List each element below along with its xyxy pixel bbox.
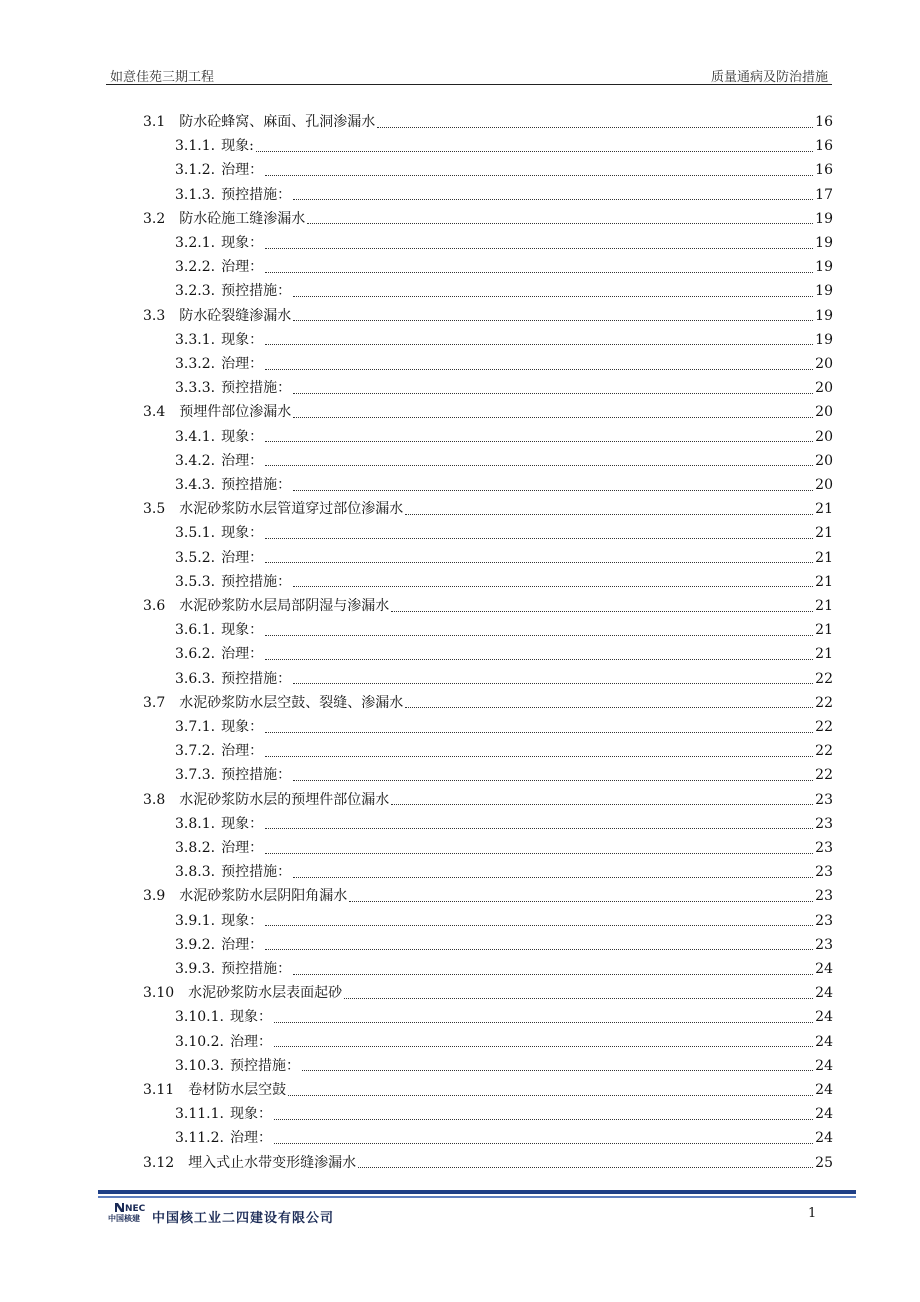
toc-dot-leader (265, 925, 813, 926)
toc-entry-title: 治理： (229, 1130, 272, 1147)
toc-entry-number: 3.1 (143, 114, 166, 130)
toc-entry-title: 现象： (221, 622, 264, 639)
toc-page-number: 24 (815, 1033, 833, 1050)
toc-entry-number: 3.2.2. (175, 259, 216, 276)
toc-subsection-entry[interactable] (175, 1126, 833, 1150)
toc-page-number: 22 (815, 743, 833, 760)
toc-page-number: 24 (815, 1009, 833, 1026)
toc-page-number: 21 (815, 646, 833, 663)
toc-subsection-entry[interactable] (175, 521, 833, 545)
toc-page-number: 23 (815, 864, 833, 881)
toc-subsection-entry[interactable] (175, 909, 833, 933)
toc-entry-title: 水泥砂浆防水层管道穿过部位渗漏水 (179, 501, 404, 518)
toc-dot-leader (265, 635, 813, 636)
toc-section-entry[interactable] (143, 207, 833, 231)
toc-entry-title: 现象: (221, 138, 254, 155)
toc-page-number: 23 (815, 936, 833, 953)
toc-page-number: 24 (815, 1130, 833, 1147)
toc-dot-leader (265, 562, 813, 563)
toc-entry-number: 3.4 (143, 404, 166, 421)
toc-dot-leader (293, 393, 813, 394)
toc-entry-number: 3.5.2. (175, 549, 216, 566)
toc-entry-title: 预控措施： (221, 573, 292, 590)
toc-subsection-entry[interactable] (175, 328, 833, 352)
toc-entry-title: 治理： (221, 452, 264, 469)
toc-entry-number: 3.11.2. (175, 1130, 224, 1147)
toc-entry-title: 预控措施： (229, 1057, 300, 1074)
toc-subsection-entry[interactable] (175, 1054, 833, 1078)
toc-entry-title: 现象： (221, 912, 264, 929)
toc-page-number: 19 (815, 259, 833, 276)
toc-subsection-entry[interactable] (175, 763, 833, 787)
toc-subsection-entry[interactable] (175, 352, 833, 376)
toc-entry-title: 水泥砂浆防水层空鼓、裂缝、渗漏水 (179, 694, 404, 711)
toc-page-number: 21 (815, 525, 833, 542)
toc-entry-title: 预控措施： (221, 767, 292, 784)
toc-dot-leader (358, 1167, 813, 1168)
toc-dot-leader (288, 1095, 813, 1096)
toc-entry-number: 3.8.1. (175, 815, 216, 832)
toc-subsection-entry[interactable] (175, 957, 833, 981)
toc-subsection-entry[interactable] (175, 933, 833, 957)
toc-entry-title: 预控措施： (221, 961, 292, 977)
toc-dot-leader (293, 417, 813, 418)
toc-page-number: 20 (815, 356, 833, 372)
toc-entry-title: 现象： (221, 525, 264, 542)
toc-section-entry[interactable] (143, 1078, 833, 1102)
toc-subsection-entry[interactable] (175, 618, 833, 642)
toc-entry-title: 现象： (229, 1009, 272, 1026)
logo-caption: 中国核建 (108, 1214, 140, 1223)
toc-dot-leader (265, 272, 813, 273)
toc-subsection-entry[interactable] (175, 642, 833, 666)
toc-section-entry[interactable] (143, 594, 833, 618)
toc-page-number: 23 (815, 888, 833, 905)
toc-subsection-entry[interactable] (175, 231, 833, 255)
toc-entry-number: 3.1.3. (175, 186, 216, 203)
toc-entry-number: 3.10.1. (175, 1009, 224, 1026)
toc-dot-leader (265, 659, 813, 660)
toc-entry-title: 水泥砂浆防水层的预埋件部位漏水 (179, 791, 390, 808)
toc-subsection-entry[interactable] (175, 183, 833, 207)
toc-dot-leader (391, 804, 813, 805)
toc-subsection-entry[interactable] (175, 739, 833, 763)
toc-entry-title: 治理： (221, 646, 264, 663)
toc-dot-leader (274, 1143, 813, 1144)
toc-dot-leader (265, 756, 813, 757)
toc-subsection-entry[interactable] (175, 1030, 833, 1054)
toc-dot-leader (265, 828, 813, 829)
toc-entry-number: 3.1.1. (175, 138, 216, 155)
toc-entry-number: 3.9.3. (175, 961, 216, 977)
toc-subsection-entry[interactable] (175, 546, 833, 570)
toc-dot-leader (265, 732, 813, 733)
toc-page-number: 24 (815, 1057, 833, 1074)
toc-section-entry[interactable] (143, 884, 833, 908)
toc-section-entry[interactable] (143, 110, 833, 134)
toc-entry-number: 3.8 (143, 791, 166, 808)
toc-dot-leader (293, 974, 813, 975)
toc-dot-leader (405, 707, 813, 708)
toc-page-number: 21 (815, 501, 833, 518)
toc-entry-title: 预控措施： (221, 864, 292, 881)
toc-dot-leader (302, 1070, 813, 1071)
toc-entry-title: 现象： (229, 1106, 272, 1123)
toc-subsection-entry[interactable] (175, 425, 833, 449)
toc-entry-title: 预控措施： (221, 380, 292, 397)
toc-dot-leader (391, 611, 813, 612)
toc-entry-number: 3.3.1. (175, 331, 216, 348)
toc-entry-number: 3.5.1. (175, 525, 216, 542)
toc-section-entry[interactable] (143, 400, 833, 424)
toc-entry-title: 现象： (221, 428, 264, 445)
toc-entry-title: 治理： (229, 1033, 272, 1050)
toc-subsection-entry[interactable] (175, 158, 833, 182)
header-document-title: 质量通病及防治措施 (710, 70, 828, 85)
toc-entry-title: 防水砼施工缝渗漏水 (179, 210, 306, 227)
toc-dot-leader (265, 175, 813, 176)
logo-letters: NEC (125, 1204, 146, 1214)
toc-entry-number: 3.4.3. (175, 477, 216, 493)
toc-dot-leader (265, 369, 813, 370)
toc-entry-number: 3.5.3. (175, 573, 216, 590)
toc-entry-number: 3.12 (143, 1154, 175, 1171)
toc-entry-number: 3.3 (143, 307, 166, 324)
toc-page-number: 21 (815, 598, 833, 614)
toc-entry-title: 预埋件部位渗漏水 (179, 404, 292, 421)
toc-page-number: 17 (815, 186, 833, 203)
toc-subsection-entry[interactable] (175, 134, 833, 158)
toc-dot-leader (405, 514, 813, 515)
toc-entry-title: 现象： (221, 815, 264, 832)
toc-dot-leader (293, 586, 813, 587)
toc-entry-number: 3.2 (143, 210, 166, 227)
toc-entry-title: 预控措施： (221, 670, 292, 687)
toc-subsection-entry[interactable] (175, 279, 833, 303)
toc-page-number: 21 (815, 549, 833, 566)
toc-subsection-entry[interactable] (175, 812, 833, 836)
toc-dot-leader (274, 1046, 813, 1047)
toc-dot-leader (265, 441, 813, 442)
toc-dot-leader (256, 151, 813, 152)
toc-entry-title: 现象： (221, 719, 264, 735)
footer-rule-thin (98, 1196, 856, 1198)
header-project-name: 如意佳苑三期工程 (110, 70, 215, 85)
toc-dot-leader (293, 490, 813, 491)
toc-page-number: 19 (815, 283, 833, 300)
toc-entry-number: 3.6 (143, 598, 166, 614)
toc-section-entry[interactable] (143, 1151, 833, 1175)
toc-page-number: 23 (815, 815, 833, 832)
toc-dot-leader (344, 998, 813, 999)
toc-entry-number: 3.4.2. (175, 452, 216, 469)
toc-entry-number: 3.11 (143, 1082, 175, 1098)
toc-subsection-entry[interactable] (175, 449, 833, 473)
toc-entry-title: 治理： (221, 840, 264, 856)
toc-entry-number: 3.8.2. (175, 840, 216, 856)
company-logo-icon (112, 1200, 148, 1214)
toc-page-number: 21 (815, 573, 833, 590)
toc-entry-number: 3.9 (143, 888, 166, 905)
company-name: 中国核工业二四建设有限公司 (152, 1211, 335, 1226)
toc-entry-number: 3.9.1. (175, 912, 216, 929)
toc-page-number: 23 (815, 791, 833, 808)
toc-subsection-entry[interactable] (175, 570, 833, 594)
toc-entry-title: 水泥砂浆防水层阴阳角漏水 (179, 888, 348, 905)
toc-page-number: 25 (815, 1154, 833, 1171)
toc-entry-number: 3.7 (143, 694, 166, 711)
toc-page-number: 24 (815, 985, 833, 1002)
toc-entry-number: 3.9.2. (175, 936, 216, 953)
toc-dot-leader (265, 538, 813, 539)
toc-entry-number: 3.7.2. (175, 743, 216, 760)
toc-entry-title: 水泥砂浆防水层表面起砂 (188, 985, 343, 1002)
toc-page-number: 19 (815, 235, 833, 251)
toc-page-number: 23 (815, 912, 833, 929)
toc-entry-title: 现象： (221, 331, 264, 348)
page-header (106, 60, 832, 85)
toc-dot-leader (377, 127, 813, 128)
toc-page-number: 16 (815, 162, 833, 179)
toc-page-number: 23 (815, 840, 833, 856)
toc-dot-leader (293, 780, 813, 781)
toc-subsection-entry[interactable] (175, 255, 833, 279)
toc-entry-number: 3.5 (143, 501, 166, 518)
toc-entry-number: 3.6.3. (175, 670, 216, 687)
toc-entry-number: 3.10.3. (175, 1057, 224, 1074)
toc-entry-title: 预控措施： (221, 186, 292, 203)
toc-section-entry[interactable] (143, 497, 833, 521)
toc-entry-number: 3.4.1. (175, 428, 216, 445)
toc-entry-number: 3.7.1. (175, 719, 216, 735)
toc-dot-leader (265, 949, 813, 950)
toc-page-number: 20 (815, 452, 833, 469)
toc-entry-title: 预控措施： (221, 477, 292, 493)
toc-subsection-entry[interactable] (175, 1102, 833, 1126)
toc-entry-title: 现象： (221, 235, 264, 251)
toc-page-number: 24 (815, 1106, 833, 1123)
toc-page-number: 16 (815, 138, 833, 155)
toc-dot-leader (293, 877, 813, 878)
toc-dot-leader (293, 683, 813, 684)
toc-subsection-entry[interactable] (175, 715, 833, 739)
toc-subsection-entry[interactable] (175, 667, 833, 691)
toc-dot-leader (293, 296, 813, 297)
toc-entry-number: 3.2.3. (175, 283, 216, 300)
toc-entry-number: 3.10 (143, 985, 175, 1002)
toc-dot-leader (349, 901, 813, 902)
toc-entry-number: 3.10.2. (175, 1033, 224, 1050)
toc-dot-leader (265, 465, 813, 466)
toc-page-number: 20 (815, 428, 833, 445)
toc-page-number: 21 (815, 622, 833, 639)
toc-page-number: 19 (815, 210, 833, 227)
toc-subsection-entry[interactable] (175, 376, 833, 400)
toc-entry-number: 3.6.2. (175, 646, 216, 663)
toc-entry-number: 3.1.2. (175, 162, 216, 179)
toc-entry-title: 埋入式止水带变形缝渗漏水 (188, 1154, 357, 1171)
toc-page-number: 20 (815, 404, 833, 421)
toc-entry-title: 治理： (221, 259, 264, 276)
toc-dot-leader (265, 248, 813, 249)
toc-page-number: 16 (815, 114, 833, 130)
toc-subsection-entry[interactable] (175, 836, 833, 860)
toc-section-entry[interactable] (143, 691, 833, 715)
toc-entry-number: 3.6.1. (175, 622, 216, 639)
toc-entry-number: 3.8.3. (175, 864, 216, 881)
toc-dot-leader (293, 199, 813, 200)
toc-entry-title: 卷材防水层空鼓 (188, 1082, 287, 1098)
toc-page-number: 22 (815, 719, 833, 735)
toc-section-entry[interactable] (143, 788, 833, 812)
toc-entry-title: 治理： (221, 743, 264, 760)
toc-page-number: 22 (815, 694, 833, 711)
toc-dot-leader (265, 344, 813, 345)
toc-entry-number: 3.11.1. (175, 1106, 224, 1123)
toc-entry-number: 3.3.3. (175, 380, 216, 397)
toc-entry-title: 治理： (221, 549, 264, 566)
page-number: 1 (808, 1206, 817, 1221)
toc-page-number: 19 (815, 331, 833, 348)
toc-subsection-entry[interactable] (175, 860, 833, 884)
toc-entry-number: 3.3.2. (175, 356, 216, 372)
toc-dot-leader (274, 1119, 813, 1120)
toc-entry-title: 治理： (221, 356, 264, 372)
toc-section-entry[interactable] (143, 981, 833, 1005)
footer-rule (98, 1190, 856, 1194)
toc-page-number: 24 (815, 961, 833, 977)
toc-entry-title: 治理： (221, 162, 264, 179)
toc-subsection-entry[interactable] (175, 473, 833, 497)
toc-dot-leader (274, 1022, 813, 1023)
toc-page-number: 19 (815, 307, 833, 324)
toc-entry-title: 防水砼蜂窝、麻面、孔洞渗漏水 (179, 114, 376, 130)
toc-entry-title: 预控措施： (221, 283, 292, 300)
toc-page-number: 20 (815, 477, 833, 493)
toc-page-number: 22 (815, 767, 833, 784)
toc-section-entry[interactable] (143, 304, 833, 328)
toc-dot-leader (307, 223, 813, 224)
toc-entry-title: 治理： (221, 936, 264, 953)
toc-entry-title: 防水砼裂缝渗漏水 (179, 307, 292, 324)
toc-entry-title: 水泥砂浆防水层局部阴湿与渗漏水 (179, 598, 390, 614)
toc-subsection-entry[interactable] (175, 1005, 833, 1029)
toc-dot-leader (293, 320, 813, 321)
toc-dot-leader (265, 853, 813, 854)
toc-entry-number: 3.7.3. (175, 767, 216, 784)
toc-page-number: 22 (815, 670, 833, 687)
toc-page-number: 24 (815, 1082, 833, 1098)
toc-entry-number: 3.2.1. (175, 235, 216, 251)
toc-page-number: 20 (815, 380, 833, 397)
